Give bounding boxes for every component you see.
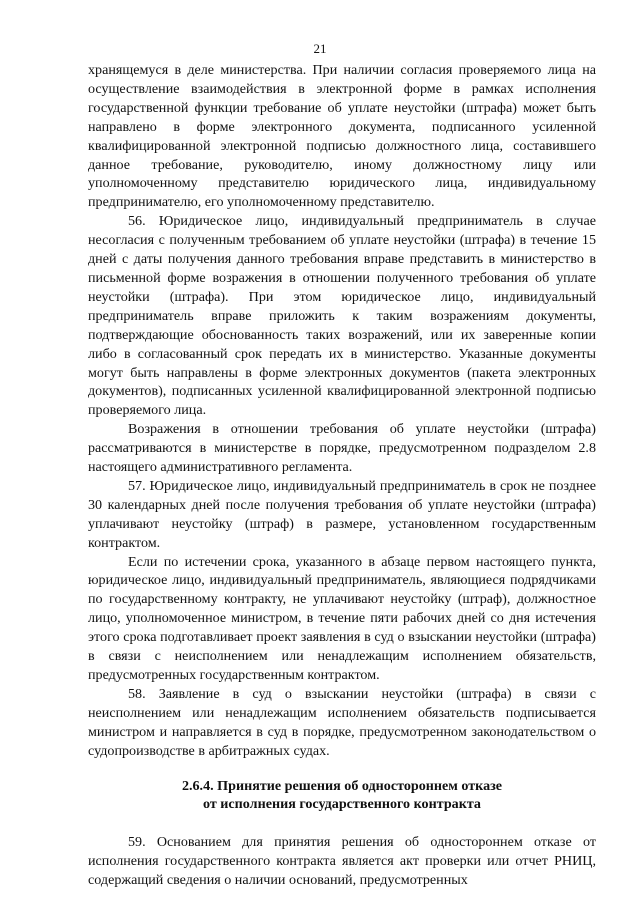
- section-heading: [88, 777, 596, 815]
- section-heading-line-2: от исполнения государственного контракта: [203, 796, 481, 813]
- paragraph-59: 59. Основанием для принятия решения об одностороннем отказе от исполнения государственного контракта является акт проверки или отчет РНИЦ, содержащий сведения о наличии оснований, предусмотренных: [88, 834, 596, 889]
- page-number: 21: [313, 41, 327, 56]
- section-heading-line-1: 2.6.4. Принятие решения об одностороннем отказе: [181, 777, 503, 794]
- document-body: [88, 61, 596, 890]
- paragraph-continuation: хранящемуся в деле министерства. При наличии согласия проверяемого лица на осуществление взаимодействия в электронной форме в рамках исполнения государственной функции требование об уплате неустойки (штрафа) может быть направлено в форме электронного документа, подписанного усиленной квалифицированной электронной подписью должностного лица, составившего данное требование, руководителю, иному должностному лицу или уполномоченному представителю юридического лица, индивидуальному предпринимателю, его уполномоченному представителю.: [88, 62, 596, 211]
- paragraph-objections: Возражения в отношении требования об уплате неустойки (штрафа) рассматриваются в министерстве в порядке, предусмотренном подразделом 2.8 настоящего административного регламента.: [88, 421, 596, 476]
- paragraph-56: 56. Юридическое лицо, индивидуальный предприниматель в случае несогласия с полученным требованием об уплате неустойки (штрафа) в течение 15 дней с даты получения данного требования вправе представить в министерство в письменной форме возражения в отношении полученного требования об уплате неустойки (штрафа). При этом юридическое лицо, индивидуальный предприниматель вправе приложить к таким возражениям документы, подтверждающие обоснованность таких возражений, или их заверенные копии либо в согласованный срок передать их в министерство. Указанные документы могут быть направлены в форме электронных документов (пакета электронных документов), подписанных усиленной квалифицированной электронной подписью проверяемого лица.: [88, 213, 596, 419]
- paragraph-57: 57. Юридическое лицо, индивидуальный предприниматель в срок не позднее 30 календарных дней после получения требования об уплате неустойки (штрафа) уплачивают неустойку (штраф) в размере, установленном государственным контрактом.: [88, 477, 596, 551]
- paragraph-58: 58. Заявление в суд о взыскании неустойки (штрафа) в связи с неисполнением или ненадлежащим исполнением обязательств подписывается министром и направляется в суд в порядке, предусмотренном законодательством о судопроизводстве в арбитражных судах.: [88, 685, 596, 759]
- paragraph-57-second: Если по истечении срока, указанного в абзаце первом настоящего пункта, юридическое лицо, индивидуальный предприниматель, являющиеся подрядчиками по государственному контракту, не уплачивают неустойку (штраф), должностное лицо, уполномоченное министром, в течение пяти рабочих дней со дня истечения этого срока подготавливает проект заявления в суд о взыскании неустойки (штрафа) в связи с неисполнением или ненадлежащим исполнением обязательств, предусмотренных государственным контрактом.: [88, 553, 596, 683]
